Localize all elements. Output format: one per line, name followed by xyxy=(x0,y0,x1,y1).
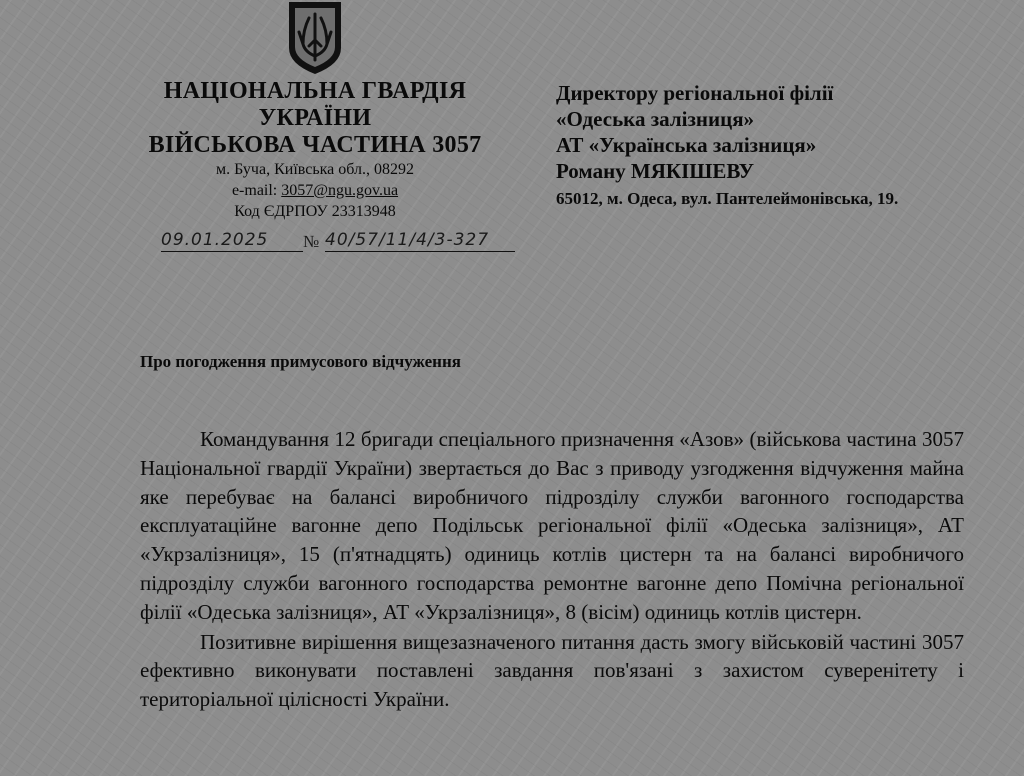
coat-of-arms-icon xyxy=(283,0,347,76)
body-paragraph: Позитивне вирішення вищезазначеного питання дасть змогу військовій частині 3057 ефективно виконувати поставлені завдання пов'язані з захистом суверенітету і територіальної цілісності України. xyxy=(140,629,964,712)
sender-org-line: НАЦІОНАЛЬНА ГВАРДІЯ xyxy=(163,78,467,104)
sender-org-line: УКРАЇНИ xyxy=(258,105,372,131)
registration-number: 40/57/11/4/3-327 xyxy=(325,230,515,252)
recipient-line: Директору регіональної філії xyxy=(556,81,834,105)
sender-email-label: e-mail: xyxy=(231,182,282,199)
recipient-line: АТ «Українська залізниця» xyxy=(556,133,817,157)
sender-edrpou: Код ЄДРПОУ 23313948 xyxy=(234,203,396,220)
sender-address: м. Буча, Київська обл., 08292 xyxy=(216,161,414,178)
recipient-line: «Одеська залізниця» xyxy=(556,107,755,131)
sender-unit-line: ВІЙСЬКОВА ЧАСТИНА 3057 xyxy=(148,132,482,158)
letter-subject: Про погодження примусового відчуження xyxy=(140,352,461,371)
recipient-address: 65012, м. Одеса, вул. Пантелеймонівська, 19. xyxy=(556,189,899,208)
letter-body xyxy=(140,425,964,714)
registration-number-label: № xyxy=(303,232,320,251)
registration-line xyxy=(155,226,515,256)
registration-date: 09.01.2025 xyxy=(161,230,303,252)
body-paragraph: Командування 12 бригади спеціального призначення «Азов» (військова частина 3057 Національної гвардії України) звертається до Вас з приводу узгодження відчуження майна яке перебуває на балансі виробничого підрозділу служби вагонного господарства експлуатаційне вагонне депо Подільськ регіональної філії «Одеська залізниця», АТ «Укрзалізниця», 15 (п'ятнадцять) одиниць котлів цистерн та на балансі виробничого підрозділу служби вагонного господарства ремонтне вагонне депо Помічна регіональної філії «Одеська залізниця», АТ «Укрзалізниця», 8 (вісім) одиниць котлів цистерн. xyxy=(140,427,964,624)
recipient-block xyxy=(556,80,996,212)
sender-email xyxy=(120,180,510,201)
sender-email-link[interactable]: 3057@ngu.gov.ua xyxy=(281,182,399,199)
recipient-name: Роману МЯКІШЕВУ xyxy=(556,159,755,183)
sender-block xyxy=(120,78,510,222)
